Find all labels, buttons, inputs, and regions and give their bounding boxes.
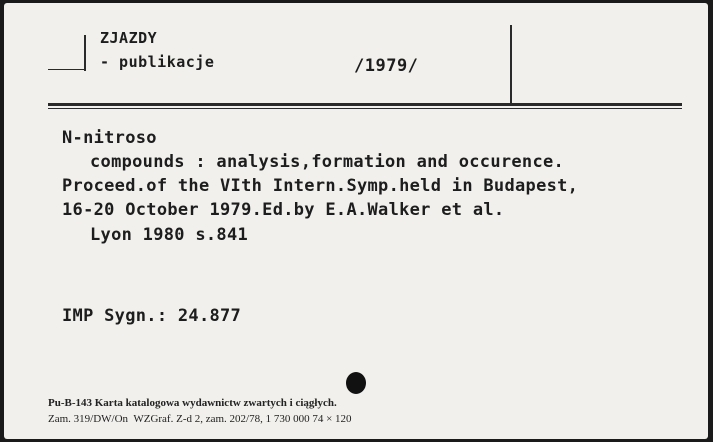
header-double-rule-top [48, 103, 682, 106]
category-heading: ZJAZDY [100, 29, 158, 47]
entry-line-2: Proceed.of the VIth Intern.Symp.held in Budapest, [62, 176, 579, 196]
signature-line: IMP Sygn.: 24.877 [62, 306, 242, 326]
entry-line-4: Lyon 1980 s.841 [90, 225, 249, 245]
header-short-horizontal-rule [48, 69, 86, 70]
header-right-vertical-rule [510, 25, 512, 103]
header-short-vertical-rule [84, 35, 86, 71]
header-double-rule-bottom [48, 108, 682, 109]
entry-line-3: 16-20 October 1979.Ed.by E.A.Walker et al. [62, 200, 505, 220]
punch-hole [346, 372, 366, 394]
catalog-card [4, 3, 708, 439]
entry-heading: N-nitroso [62, 128, 157, 148]
subcategory-heading: - publikacje [100, 53, 215, 71]
footer-line-1: Pu-B-143 Karta katalogowa wydawnictw zwartych i ciągłych. [48, 397, 337, 409]
entry-line-1: compounds : analysis,formation and occurence. [90, 152, 565, 172]
year-label: /1979/ [354, 56, 419, 76]
footer-line-2: Zam. 319/DW/On WZGraf. Z-d 2, zam. 202/78, 1 730 000 74 × 120 [48, 413, 352, 425]
